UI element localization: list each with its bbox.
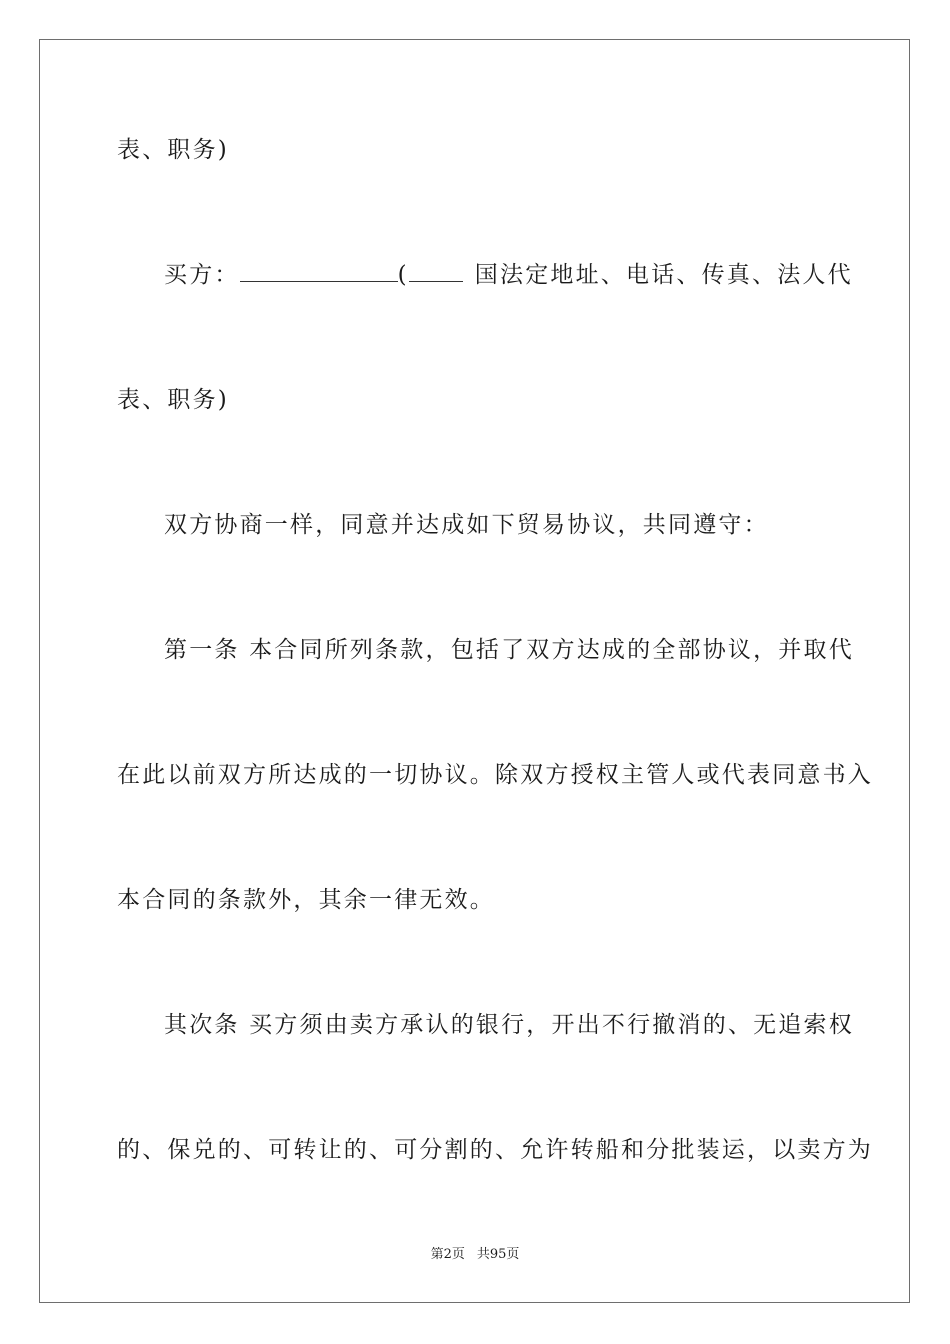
page-number: 第2页	[430, 1247, 465, 1262]
text-line-4: 双方协商一样，同意并达成如下贸易协议，共同遵守：	[164, 512, 769, 538]
buyer-name-blank	[240, 261, 398, 282]
article-2-line-1: 其次条 买方须由卖方承认的银行，开出不行撤消的、无追索权	[164, 1012, 854, 1038]
open-paren: (	[397, 262, 409, 288]
page-total: 共95页	[476, 1247, 520, 1262]
buyer-line	[164, 260, 884, 290]
page-footer	[0, 1246, 950, 1264]
buyer-label: 买方：	[164, 262, 240, 288]
text-line-1: 表、职务)	[117, 137, 229, 163]
buyer-address-text: 国法定地址、电话、传真、法人代	[474, 262, 853, 288]
country-blank	[409, 261, 463, 282]
page-border	[39, 39, 910, 1303]
article-1-line-2: 在此以前双方所达成的一切协议。除双方授权主管人或代表同意书入	[117, 762, 873, 788]
text-line-3: 表、职务)	[117, 387, 229, 413]
article-2-line-2: 的、保兑的、可转让的、可分割的、允许转船和分批装运，以卖方为	[117, 1137, 873, 1163]
article-1-line-1: 第一条 本合同所列条款，包括了双方达成的全部协议，并取代	[164, 637, 854, 663]
article-1-line-3: 本合同的条款外，其余一律无效。	[117, 887, 495, 913]
